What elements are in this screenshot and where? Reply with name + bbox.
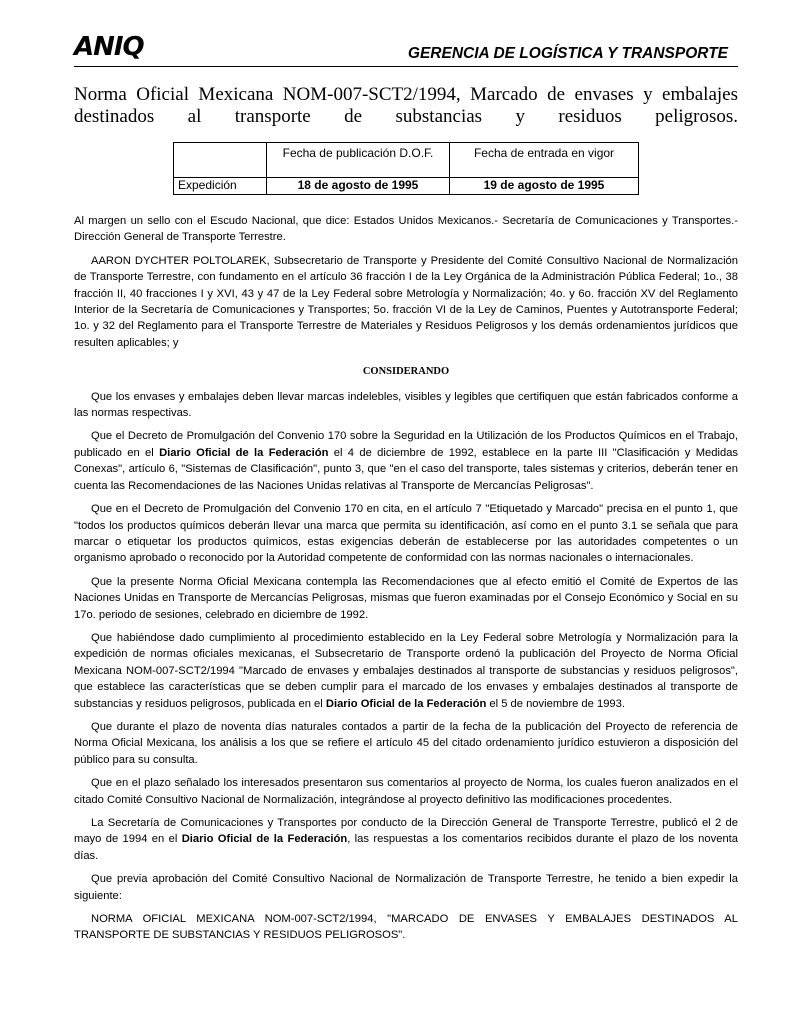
vigor-date-value: 19 de agosto de 1995 bbox=[450, 178, 639, 195]
document-title bbox=[74, 84, 738, 128]
expedicion-label: Expedición bbox=[174, 178, 267, 195]
dates-table-empty-cell bbox=[174, 143, 267, 178]
paragraph-signatory: AARON DYCHTER POLTOLAREK, Subsecretario de Transporte y Presidente del Comité Consultivo Nacional de Normalización de Transporte Terrestre, con fundamento en el artículo 36 fracción I de la Ley Orgánica de la Administración Pública Federal; 1o., 38 fracción II, 40 fracciones I y XVI, 43 y 47 de la Ley Federal sobre Metrología y Normalización; 4o. y 6o. fracción XV del Reglamento Interior de la Secretaría de Comunicaciones y Transportes; 5o. fracción VI de la Ley de Caminos, Puentes y Autotransporte Federal; 1o. y 32 del Reglamento para el Transporte Terrestre de Materiales y Residuos Peligrosos y los demás ordenamientos jurídicos que resulten aplicables; y bbox=[74, 254, 738, 349]
paragraph-comentarios: Que en el plazo señalado los interesados presentaron sus comentarios al proyecto de Norma, los cuales fueron analizados en el citado Comité Consultivo Nacional de Normalización, integrándose al proyecto definitivo las modificaciones procedentes. bbox=[74, 777, 738, 806]
paragraph-aprobacion: Que previa aprobación del Comité Consultivo Nacional de Normalización de Transporte Terrestre, he tenido a bien expedir la siguiente: bbox=[74, 873, 738, 902]
paragraph-text: Que habiéndose dado cumplimiento al procedimiento establecido en la Ley Federal sobre Metrología y Normalización para la expedición de normas oficiales mexicanas, el Subsecretario de Transporte ordenó la publicación del Proyecto de Norma Oficial Mexicana NOM-007-SCT2/1994 "Marcado de envases y embalajes destinados al transporte de substancias y residuos peligrosos", que establece las características que se deben cumplir para el marcado de los envases y embalajes destinados al transporte de substancias y residuos peligrosos, publicada en el bbox=[74, 631, 738, 710]
paragraph-convenio-170 bbox=[74, 428, 738, 494]
paragraph-seal: Al margen un sello con el Escudo Nacional, que dice: Estados Unidos Mexicanos.- Secretaría de Comunicaciones y Transportes.- Dirección General de Transporte Terrestre. bbox=[74, 215, 738, 244]
pub-date-value: 18 de agosto de 1995 bbox=[267, 178, 450, 195]
title-line-1: Norma Oficial Mexicana NOM-007-SCT2/1994, Marcado de envases y embalajes bbox=[74, 84, 738, 105]
paragraph-etiquetado: Que en el Decreto de Promulgación del Convenio 170 en cita, en el artículo 7 "Etiquetado y Marcado" precisa en el punto 1, que "todos los productos químicos deberán llevar una marca que permita su identificación, así como en el punto 3.1 se señala que para marcar o etiquetar los productos químicos, estas exigencias deberán de establecerse por las autoridades competentes o un organismo aprobado o reconocido por la Autoridad competente de conformidad con las normas nacionales o internacionales. bbox=[74, 503, 738, 565]
dof-name: Diario Oficial de la Federación bbox=[181, 833, 348, 846]
vigor-date-header: Fecha de entrada en vigor bbox=[450, 143, 639, 178]
paragraph-norma-title: NORMA OFICIAL MEXICANA NOM-007-SCT2/1994, "MARCADO DE ENVASES Y EMBALAJES DESTINADOS AL TRANSPORTE DE SUBSTANCIAS Y RESIDUOS PELIGROSOS". bbox=[74, 913, 738, 942]
considerando-heading: CONSIDERANDO bbox=[362, 366, 450, 378]
paragraph-proyecto bbox=[74, 630, 738, 712]
dates-table bbox=[173, 142, 639, 195]
dates-table-header-row bbox=[174, 143, 639, 178]
paragraph-text: Que el Decreto de Promulgación del Convenio 170 sobre la Seguridad en la Utilización de los Productos Químicos en el Trabajo, publicado en el bbox=[74, 430, 738, 459]
paragraph-respuestas bbox=[74, 815, 738, 864]
title-line-2: destinados al transporte de substancias y residuos peligrosos. bbox=[74, 106, 738, 127]
paragraph-text: , las respuestas a los comentarios recibidos durante el plazo de los noventa días. bbox=[74, 833, 738, 862]
aniq-logo: ANIQ bbox=[74, 32, 144, 62]
paragraph-recomendaciones: Que la presente Norma Oficial Mexicana contempla las Recomendaciones que al efecto emitió el Comité de Expertos de las Naciones Unidas en Transporte de Mercancías Peligrosas, mismas que fueron examinadas por el Consejo Económico y Social en su 17o. periodo de sesiones, celebrado en diciembre de 1992. bbox=[74, 575, 738, 621]
dof-name: Diario Oficial de la Federación bbox=[159, 446, 329, 459]
page-header bbox=[74, 28, 738, 67]
paragraph-marcas: Que los envases y embalajes deben llevar marcas indelebles, visibles y legibles que certifiquen que están fabricados conforme a las normas respectivas. bbox=[74, 390, 738, 420]
department-heading: GERENCIA DE LOGÍSTICA Y TRANSPORTE bbox=[407, 45, 728, 62]
paragraph-plazo: Que durante el plazo de noventa días naturales contados a partir de la fecha de la publicación del Proyecto de referencia de Norma Oficial Mexicana, los análisis a los que se refiere el artículo 45 del citado ordenamiento jurídico estuvieron a disposición del público para su consulta. bbox=[74, 720, 738, 766]
pub-date-header: Fecha de publicación D.O.F. bbox=[267, 143, 450, 178]
document-body bbox=[74, 213, 738, 951]
dates-table-row bbox=[174, 178, 639, 195]
paragraph-text: La Secretaría de Comunicaciones y Transportes por conducto de la Dirección General de Transporte Terrestre, publicó el 2 de mayo de 1994 en el bbox=[74, 817, 738, 846]
paragraph-text: el 4 de diciembre de 1992, establece en la parte III "Clasificación y Medidas Conexas", artículo 6, "Sistemas de Clasificación", punto 3, que "en el caso del transporte, tales sistemas y criterios, deberán tener en cuenta las Recomendaciones de las Naciones Unidas relativas al Transporte de Mercancías Peligrosas". bbox=[74, 446, 739, 492]
dof-name: Diario Oficial de la Federación bbox=[325, 697, 487, 710]
paragraph-text: el 5 de noviembre de 1993. bbox=[486, 697, 625, 710]
